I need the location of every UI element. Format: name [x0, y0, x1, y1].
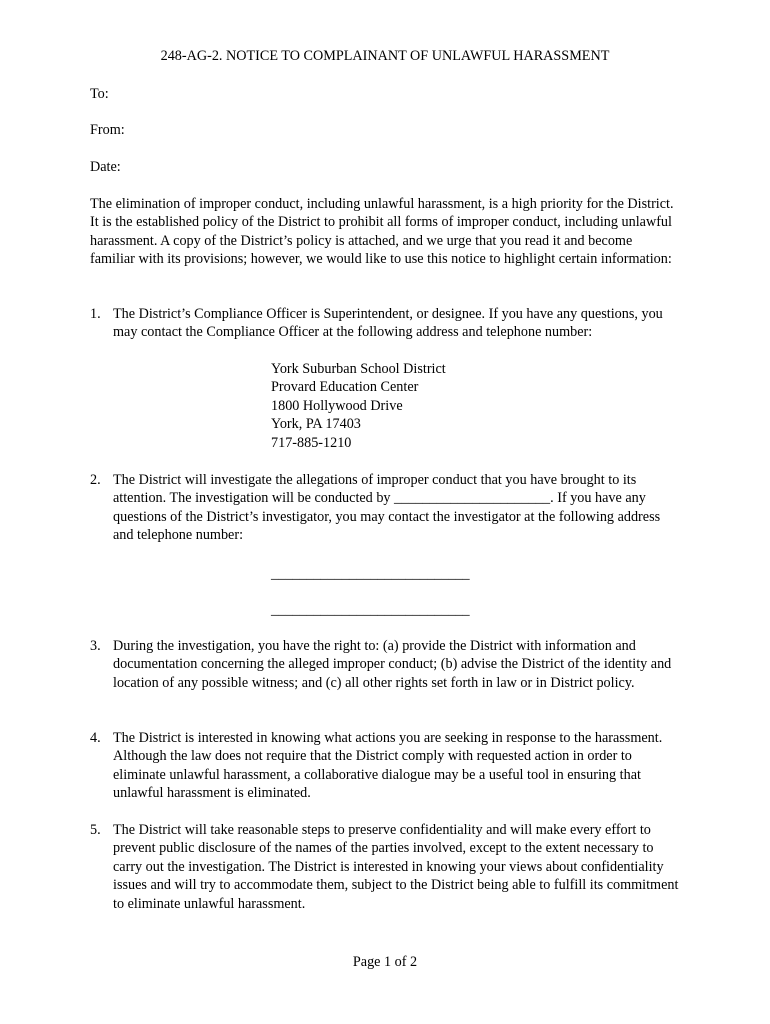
list-item-number: 4.: [90, 730, 101, 746]
investigator-address-blank: ____________________________: [271, 566, 470, 582]
list-item-text: The District will investigate the allegations of improper conduct that you have brought to its attention. The investigation will be conducted by ______________________. If you have any questions of the District’s investigator, you may contact the investigator at the following address and telephone number:: [113, 472, 661, 544]
list-item-text: The District will take reasonable steps to preserve confidentiality and will make every effort to prevent public disclosure of the names of the parties involved, except to the extent necessary to carry out the investigation. The District is interested in knowing your views about confidentiality issues and will try to accommodate them, subject to the District being able to fulfill its commitment to eliminate unlawful harassment.: [113, 822, 679, 912]
list-item-4: [90, 729, 680, 803]
address-phone: 717-885-1210: [271, 434, 352, 451]
list-item-text: During the investigation, you have the right to: (a) provide the District with information and documentation concerning the alleged improper conduct; (b) advise the District of the identity and location of any possible witness; and (c) all other rights set forth in law or in District policy.: [113, 638, 672, 691]
list-item-1: [90, 305, 680, 342]
address-line-4: York, PA 17403: [271, 416, 361, 433]
list-item-number: 5.: [90, 822, 101, 838]
address-line-2: Provard Education Center: [271, 379, 419, 396]
address-line-3: 1800 Hollywood Drive: [271, 397, 403, 414]
from-label: From:: [90, 122, 125, 138]
list-item-text: The District is interested in knowing what actions you are seeking in response to the harassment. Although the law does not require that the District comply with requested action in order to eliminate unlawful harassment, a collaborative dialogue may be a useful tool in ensuring that unlawful harassment is eliminated.: [113, 730, 663, 802]
list-item-2: [90, 471, 680, 545]
compliance-officer-address: [271, 360, 446, 452]
intro-paragraph: The elimination of improper conduct, including unlawful harassment, is a high priority for the District. It is the established policy of the District to prohibit all forms of improper conduct, including unlawful harassment. A copy of the District’s policy is attached, and we urge that you read it and become familiar with its provisions; however, we would like to use this notice to highlight certain information:: [90, 196, 674, 268]
list-item-number: 1.: [90, 306, 101, 322]
list-item-number: 3.: [90, 638, 101, 654]
date-label: Date:: [90, 159, 121, 175]
investigator-phone-blank: ____________________________: [271, 602, 470, 618]
list-item-5: [90, 821, 680, 913]
address-line-1: York Suburban School District: [271, 361, 446, 377]
list-item-3: [90, 637, 680, 692]
to-label: To:: [90, 86, 109, 102]
list-item-text: The District’s Compliance Officer is Superintendent, or designee. If you have any questions, you may contact the Compliance Officer at the following address and telephone number:: [113, 306, 663, 341]
document-title: 248-AG-2. NOTICE TO COMPLAINANT OF UNLAWFUL HARASSMENT: [160, 48, 610, 64]
page-number: Page 1 of 2: [352, 954, 418, 970]
list-item-number: 2.: [90, 472, 101, 488]
